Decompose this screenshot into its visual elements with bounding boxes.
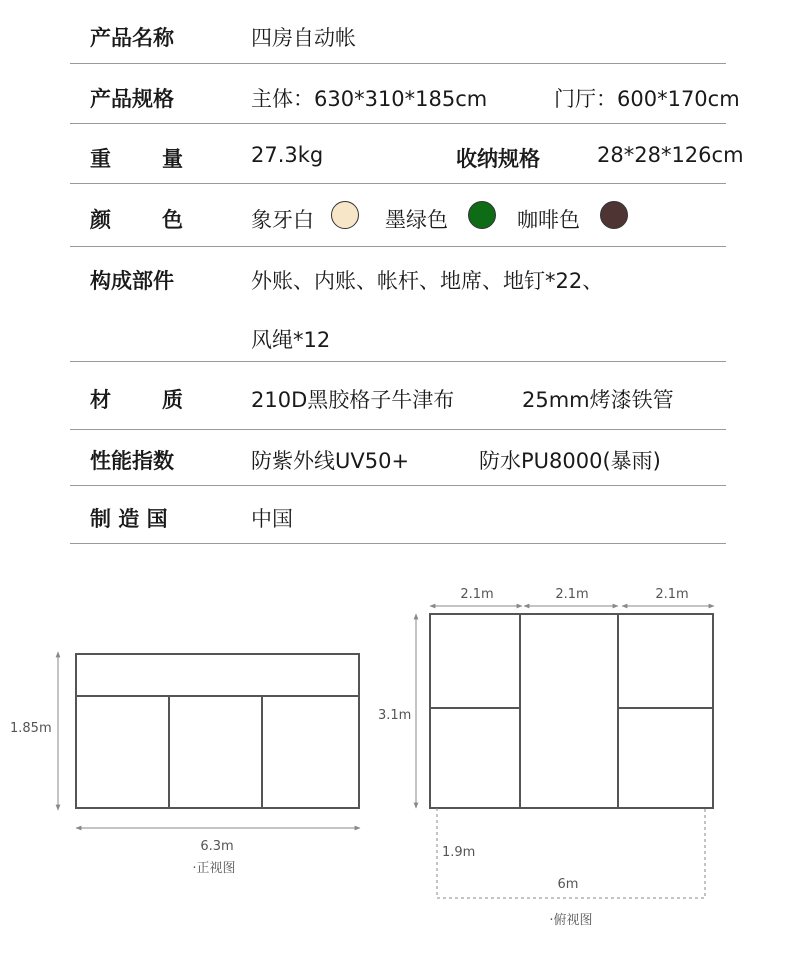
top-seg1-label: 2.1m [460,587,494,602]
label-material-a: 材 [90,388,111,412]
label-parts: 构成部件 [90,269,174,293]
top-view-outline [430,614,713,808]
value-fabric: 210D黑胶格子牛津布 [251,388,455,412]
value-product-name: 四房自动帐 [251,26,356,50]
label-weight-b: 量 [162,147,183,171]
label-color-a: 颜 [90,208,111,232]
label-product-size: 产品规格 [90,87,174,111]
color-option-ivory-label: 象牙白 [251,208,314,232]
value-pack-size: 28*28*126cm [597,143,744,167]
label-origin: 制 造 国 [90,507,168,531]
label-weight-a: 重 [90,147,111,171]
front-view [76,654,359,808]
top-hall-width-label: 6m [557,877,579,892]
top-hall-depth-label: 1.9m [442,845,476,860]
value-uv: 防紫外线UV50+ [251,449,410,473]
label-material-b: 质 [162,388,183,412]
label-product-name: 产品名称 [90,26,174,50]
value-body-size: 主体：630*310*185cm [251,87,488,111]
value-hall-size: 门厅：600*170cm [554,87,740,111]
front-height-label: 1.85m [10,721,52,736]
label-pack-size: 收纳规格 [456,147,540,171]
color-option-green-label: 墨绿色 [385,208,448,232]
label-color-b: 色 [162,208,183,232]
value-origin: 中国 [251,507,293,531]
top-view [430,614,713,808]
front-width-label: 6.3m [200,839,234,854]
value-weight: 27.3kg [251,143,324,167]
front-view-caption: ·正视图 [192,861,236,876]
top-depth-label: 3.1m [378,708,412,723]
value-waterproof: 防水PU8000(暴雨) [479,449,661,473]
top-view-caption: ·俯视图 [549,913,593,928]
front-view-outline [76,654,359,808]
top-seg3-label: 2.1m [655,587,689,602]
value-pole: 25mm烤漆铁管 [522,388,674,412]
value-parts-line1: 外账、内账、帐杆、地席、地钉*22、 [251,269,604,293]
label-performance: 性能指数 [90,449,174,473]
top-seg2-label: 2.1m [555,587,589,602]
value-parts-line2: 风绳*12 [251,328,331,352]
color-option-coffee-label: 咖啡色 [517,208,580,232]
